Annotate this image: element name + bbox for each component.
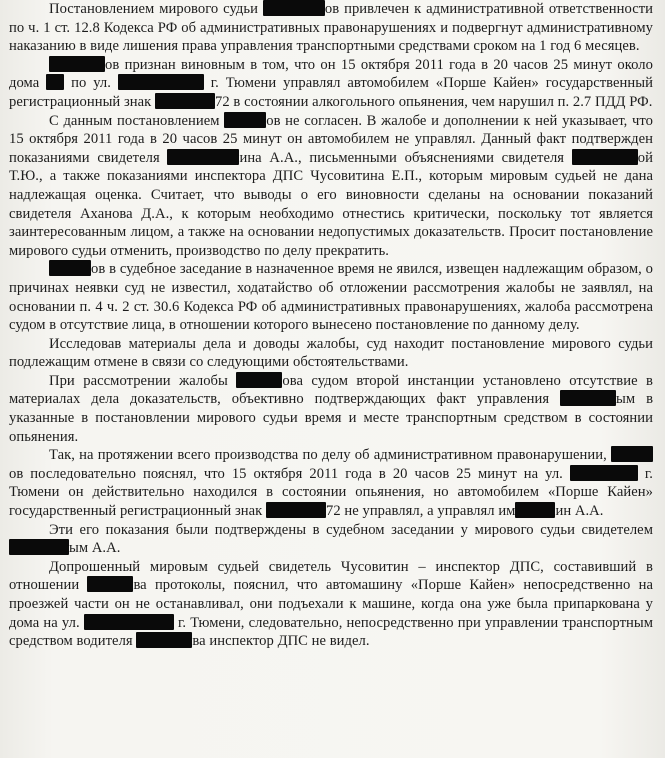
redaction [136,632,192,648]
paragraph-5 [9,335,653,372]
text: ин А.А. [555,503,604,520]
redaction [49,260,91,276]
redaction [87,576,133,592]
redaction [49,56,105,72]
text: Так, на протяжении всего производства по делу об административном правонарушении, [49,447,607,464]
redaction [155,93,215,109]
text: ва инспектор ДПС не видел. [192,633,370,650]
text: Допрошенный мировым судьей свидетель Чусовитин – инспектор ДПС, составивший в отношении [9,558,653,594]
text: С данным постановлением [49,112,220,129]
redaction [236,372,282,388]
redaction [570,465,638,481]
text: Постановлением мирового судьи [49,1,258,17]
paragraph-4 [9,260,653,334]
redaction [266,502,326,518]
text: г. Тюмени, следовательно, непосредственно при управлении транспортным средством водителя [9,614,654,650]
text: ов в судебное заседание в назначенное время не явился, извещен надлежащим образом, о причинах неявки суд не известил, ходатайство об отложении рассмотрения жалобы не заявлял, на основании п. 4 ч. 2 ст. 30.6 Кодекса РФ об административных правонарушениях, жалоба рассмотрена судом в отсутствие лица, в отношении которого вынесено постановление по данному делу. [9,261,653,334]
text: ва протоколы, пояснил, что автомашину «Порше Кайен» непосредственно на проезжей части он не останавливал, они подъехали к машине, когда она уже была припаркована у дома на ул. [9,577,653,631]
text: ова судом второй инстанции установлено отсутствие в материалах дела доказательств, объективно подтверждающих факт управления [9,372,653,408]
redaction [224,112,266,128]
text: ов признан виновным в том, что он 15 октября 2011 года в 20 часов 25 минут около дома [9,56,653,92]
paragraph-2 [9,56,653,112]
text: ов последовательно пояснял, что 15 октября 2011 года в 20 часов 25 минут на ул. [9,465,563,482]
redaction [84,614,174,630]
text: ой Т.Ю., а также показаниями инспектора ДПС Чусовитина Е.П., которым мировым судьей не дана надлежащая оценка. Считает, что выводы о его виновности сделаны на основании показаний свидетеля Аханова Д.А., к которым необходимо отнестись критически, поскольку тот является заинтересованным лицом, а также на основании недопустимых доказательств. Просит постановление мирового судьи отменить, производство по делу прекратить. [9,149,654,259]
text: ым А.А. [69,540,121,557]
redaction [560,390,616,406]
redaction [572,149,638,165]
text: ым в указанные в постановлении мирового судьи время и месте транспортным средством в состоянии опьянения. [9,391,654,445]
text: 72 не управлял, а управлял им [326,503,516,520]
paragraph-3 [9,112,653,261]
text: ина А.А., письменными объяснениями свидетеля [239,149,565,166]
text: г. Тюмени управлял автомобилем «Порше Кайен» государственный регистрационный знак [9,75,653,110]
text: Исследовав материалы дела и доводы жалобы, суд находит постановление мирового судьи подлежащим отмене в связи со следующими обстоятельствами. [9,335,653,371]
text: ответственности по ч. 1 ст. 12.8 Кодекса РФ об административных правонарушениях и подвергнут административному наказанию в виде лишения права управления транспортными средствами сроком на 1 год 6 месяцев. [9,1,654,55]
text: г. Тюмени он действительно находился в состоянии опьянения, но автомобилем «Порше Кайен» государственный регистрационный знак [9,465,654,520]
paragraph-1 [9,0,653,56]
redaction [167,149,239,165]
redaction [515,502,555,518]
text: ов привлечен к административной [324,1,544,17]
redaction [46,74,64,90]
paragraph-6 [9,372,653,446]
redaction [611,446,653,462]
text: по ул. [71,75,111,92]
text: ов не согласен. В жалобе и дополнении к ней указывает, что 15 октября 2011 года в 20 часов 25 минут он автомобилем не управлял. Данный факт подтвержден показаниями свидетеля [9,112,654,166]
redaction [263,0,325,16]
paragraph-8 [9,521,653,558]
redaction [9,539,69,555]
text: Эти его показания были подтверждены в судебном заседании у мирового судьи свидетелем [49,521,653,538]
redaction [118,74,204,90]
text: 72 в состоянии алкогольного опьянения, чем нарушил п. 2.7 ПДД РФ. [215,93,653,110]
paragraph-9 [9,558,653,651]
text: При рассмотрении жалобы [49,372,228,389]
paragraph-7 [9,446,653,520]
